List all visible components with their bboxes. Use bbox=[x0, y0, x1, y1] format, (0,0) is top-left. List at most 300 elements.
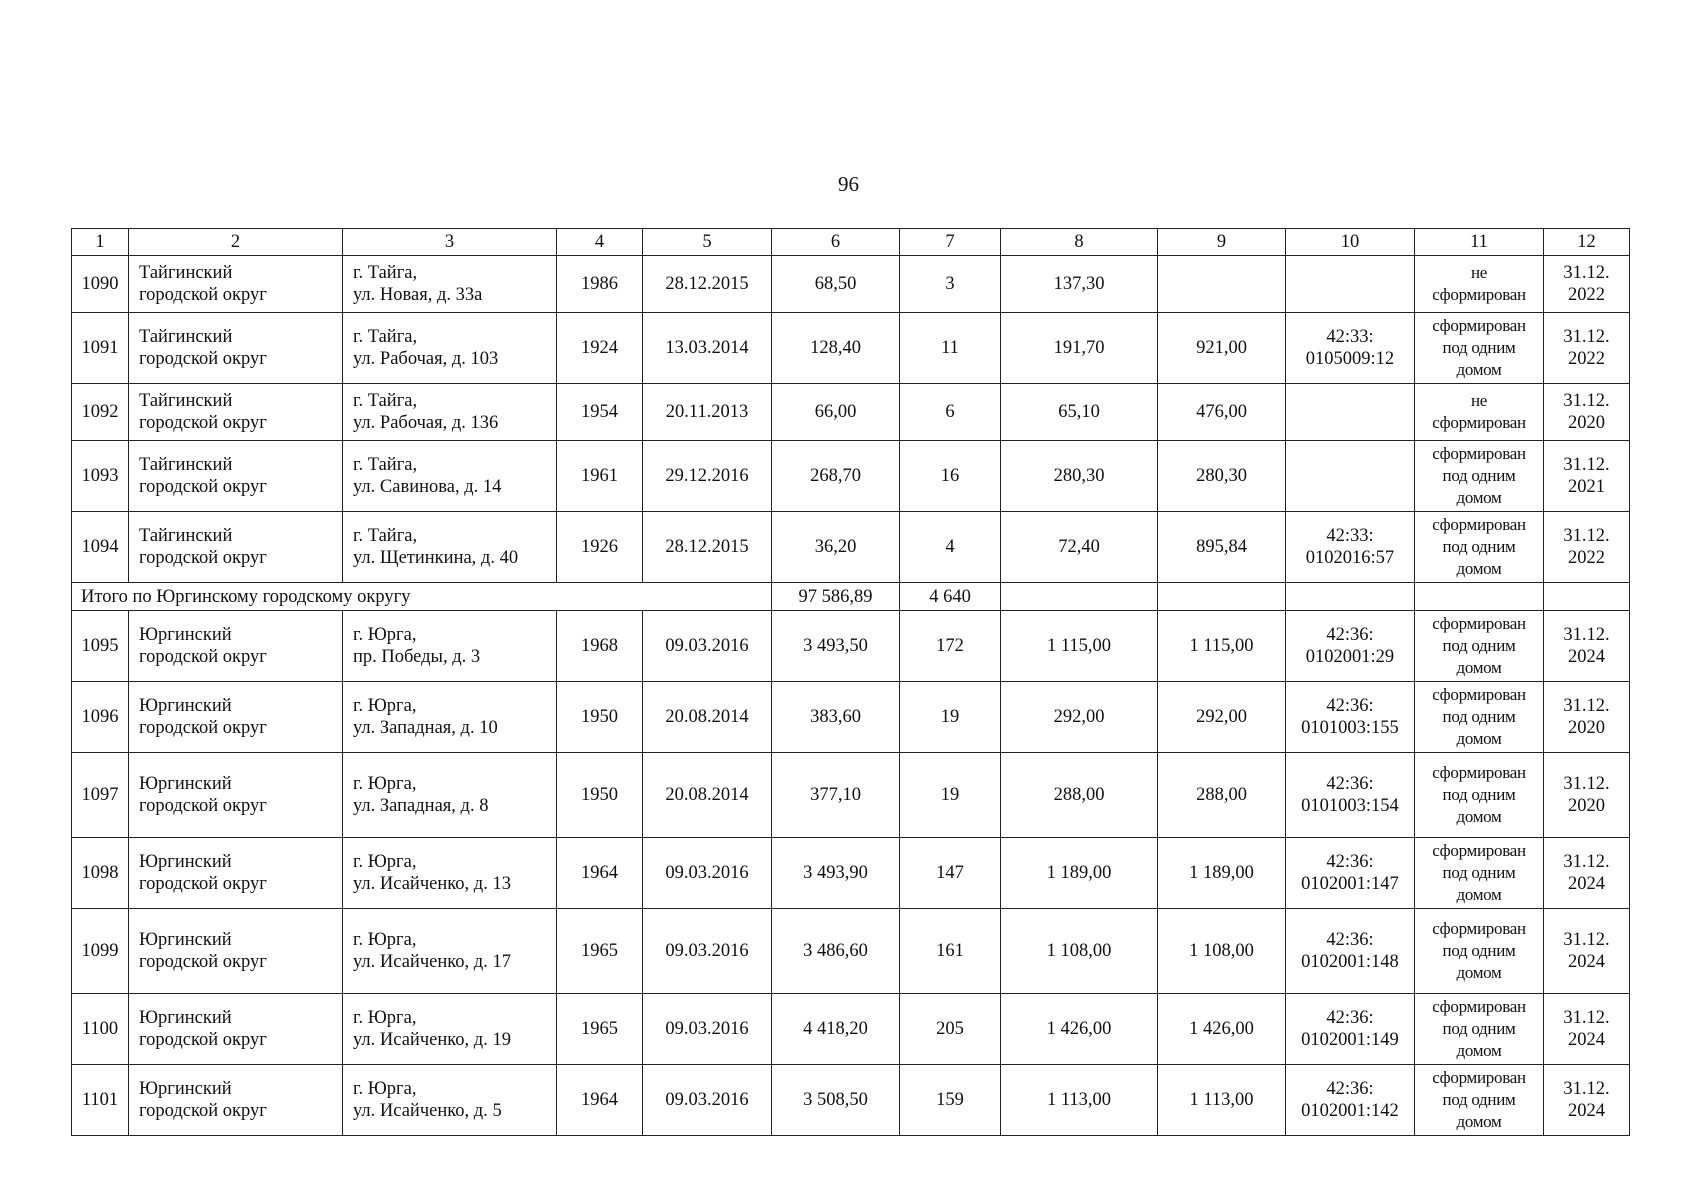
empty-cell bbox=[1544, 583, 1630, 611]
page-number: 96 bbox=[838, 172, 859, 196]
address-cell-line: ул. Щетинкина, д. 40 bbox=[353, 548, 519, 568]
column-header: 1 bbox=[72, 229, 129, 256]
column-8-value: 191,70 bbox=[1001, 313, 1158, 384]
column-8-value: 292,00 bbox=[1001, 682, 1158, 753]
municipality-cell-line: городской округ bbox=[139, 718, 267, 738]
deadline-cell bbox=[1544, 611, 1630, 682]
municipality-cell-line: Тайгинский bbox=[139, 263, 233, 283]
column-header: 9 bbox=[1158, 229, 1286, 256]
year-built-cell: 1964 bbox=[557, 1065, 643, 1136]
land-status-cell-line: сформирован bbox=[1432, 997, 1526, 1016]
recognition-date-cell: 29.12.2016 bbox=[643, 441, 772, 512]
address-cell bbox=[343, 682, 557, 753]
land-status-cell bbox=[1415, 313, 1544, 384]
subtotal-area: 97 586,89 bbox=[772, 583, 900, 611]
land-status-cell-line: под одним bbox=[1442, 941, 1516, 960]
area-cell: 268,70 bbox=[772, 441, 900, 512]
column-header: 8 bbox=[1001, 229, 1158, 256]
table-row bbox=[72, 994, 1630, 1065]
land-status-cell-line: не bbox=[1470, 391, 1488, 410]
empty-cell bbox=[1001, 583, 1158, 611]
address-cell-line: ул. Западная, д. 8 bbox=[353, 796, 489, 816]
cadastral-number-cell bbox=[1286, 1065, 1415, 1136]
column-8-value: 1 113,00 bbox=[1001, 1065, 1158, 1136]
column-8-value: 137,30 bbox=[1001, 256, 1158, 313]
column-header: 11 bbox=[1415, 229, 1544, 256]
deadline-cell-line: 31.12. bbox=[1563, 774, 1610, 794]
municipality-cell-line: Юргинский bbox=[139, 1079, 232, 1099]
residents-count-cell: 172 bbox=[900, 611, 1001, 682]
table-row bbox=[72, 441, 1630, 512]
column-9-value: 921,00 bbox=[1158, 313, 1286, 384]
land-status-cell-line: сформирован bbox=[1432, 413, 1526, 432]
empty-cell bbox=[1158, 583, 1286, 611]
address-cell-line: ул. Западная, д. 10 bbox=[353, 718, 498, 738]
area-cell: 66,00 bbox=[772, 384, 900, 441]
address-cell bbox=[343, 384, 557, 441]
municipality-cell-line: городской округ bbox=[139, 874, 267, 894]
column-9-value: 280,30 bbox=[1158, 441, 1286, 512]
cadastral-number-cell-line: 42:36: bbox=[1326, 930, 1374, 950]
column-9-value bbox=[1158, 256, 1286, 313]
column-9-value: 1 108,00 bbox=[1158, 909, 1286, 994]
column-9-value: 1 115,00 bbox=[1158, 611, 1286, 682]
land-status-cell bbox=[1415, 682, 1544, 753]
municipality-cell-line: городской округ bbox=[139, 1030, 267, 1050]
cadastral-number-cell-line: 42:36: bbox=[1326, 774, 1374, 794]
address-cell-line: пр. Победы, д. 3 bbox=[353, 647, 481, 667]
deadline-cell bbox=[1544, 256, 1630, 313]
recognition-date-cell: 09.03.2016 bbox=[643, 838, 772, 909]
land-status-cell-line: сформирован bbox=[1432, 685, 1526, 704]
table-row bbox=[72, 313, 1630, 384]
land-status-cell-line: домом bbox=[1456, 885, 1502, 904]
deadline-cell-line: 2024 bbox=[1568, 1030, 1605, 1050]
land-status-cell-line: домом bbox=[1456, 658, 1502, 677]
cadastral-number-cell-line: 0102016:57 bbox=[1305, 548, 1395, 568]
municipality-cell-line: Тайгинский bbox=[139, 327, 233, 347]
deadline-cell bbox=[1544, 838, 1630, 909]
deadline-cell-line: 2022 bbox=[1568, 285, 1605, 305]
column-8-value: 1 115,00 bbox=[1001, 611, 1158, 682]
address-cell-line: г. Юрга, bbox=[353, 1008, 417, 1028]
municipality-cell-line: Тайгинский bbox=[139, 391, 233, 411]
land-status-cell bbox=[1415, 994, 1544, 1065]
area-cell: 3 493,50 bbox=[772, 611, 900, 682]
column-8-value: 1 108,00 bbox=[1001, 909, 1158, 994]
cadastral-number-cell bbox=[1286, 441, 1415, 512]
municipality-cell-line: Юргинский bbox=[139, 930, 232, 950]
year-built-cell: 1950 bbox=[557, 682, 643, 753]
recognition-date-cell: 09.03.2016 bbox=[643, 611, 772, 682]
municipality-cell-line: городской округ bbox=[139, 952, 267, 972]
column-header: 10 bbox=[1286, 229, 1415, 256]
deadline-cell-line: 2021 bbox=[1568, 477, 1605, 497]
land-status-cell-line: под одним bbox=[1442, 636, 1516, 655]
land-status-cell bbox=[1415, 441, 1544, 512]
deadline-cell-line: 31.12. bbox=[1563, 391, 1610, 411]
land-status-cell-line: сформирован bbox=[1432, 1068, 1526, 1087]
table-row bbox=[72, 611, 1630, 682]
cadastral-number-cell-line: 42:36: bbox=[1326, 625, 1374, 645]
cadastral-number-cell bbox=[1286, 384, 1415, 441]
land-status-cell-line: сформирован bbox=[1432, 316, 1526, 335]
recognition-date-cell: 09.03.2016 bbox=[643, 909, 772, 994]
deadline-cell-line: 31.12. bbox=[1563, 263, 1610, 283]
land-status-cell-line: домом bbox=[1456, 807, 1502, 826]
address-cell bbox=[343, 838, 557, 909]
cadastral-number-cell-line: 0101003:154 bbox=[1301, 796, 1399, 816]
municipality-cell-line: городской округ bbox=[139, 796, 267, 816]
municipality-cell-line: Юргинский bbox=[139, 852, 232, 872]
address-cell-line: г. Тайга, bbox=[353, 391, 418, 411]
deadline-cell bbox=[1544, 1065, 1630, 1136]
address-cell bbox=[343, 313, 557, 384]
land-status-cell bbox=[1415, 512, 1544, 583]
column-9-value: 292,00 bbox=[1158, 682, 1286, 753]
cadastral-number-cell-line: 0102001:147 bbox=[1301, 874, 1399, 894]
municipality-cell-line: Юргинский bbox=[139, 625, 232, 645]
deadline-cell-line: 31.12. bbox=[1563, 327, 1610, 347]
deadline-cell-line: 2024 bbox=[1568, 647, 1605, 667]
land-status-cell bbox=[1415, 838, 1544, 909]
address-cell bbox=[343, 512, 557, 583]
column-number-header-row bbox=[72, 229, 1630, 256]
deadline-cell-line: 31.12. bbox=[1563, 526, 1610, 546]
deadline-cell-line: 31.12. bbox=[1563, 455, 1610, 475]
land-status-cell-line: домом bbox=[1456, 488, 1502, 507]
municipality-cell-line: Юргинский bbox=[139, 774, 232, 794]
cadastral-number-cell-line: 0102001:142 bbox=[1301, 1101, 1399, 1121]
column-header: 6 bbox=[772, 229, 900, 256]
recognition-date-cell: 20.08.2014 bbox=[643, 753, 772, 838]
deadline-cell-line: 31.12. bbox=[1563, 696, 1610, 716]
row-number: 1094 bbox=[72, 512, 129, 583]
municipality-cell-line: Юргинский bbox=[139, 1008, 232, 1028]
land-status-cell-line: под одним bbox=[1442, 466, 1516, 485]
deadline-cell bbox=[1544, 994, 1630, 1065]
row-number: 1098 bbox=[72, 838, 129, 909]
land-status-cell-line: сформирован bbox=[1432, 515, 1526, 534]
cadastral-number-cell bbox=[1286, 909, 1415, 994]
row-number: 1091 bbox=[72, 313, 129, 384]
land-status-cell-line: сформирован bbox=[1432, 919, 1526, 938]
address-cell bbox=[343, 994, 557, 1065]
address-cell-line: г. Юрга, bbox=[353, 930, 417, 950]
land-status-cell-line: под одним bbox=[1442, 1090, 1516, 1109]
address-cell-line: г. Юрга, bbox=[353, 774, 417, 794]
land-status-cell-line: домом bbox=[1456, 360, 1502, 379]
column-8-value: 1 426,00 bbox=[1001, 994, 1158, 1065]
address-cell-line: г. Тайга, bbox=[353, 526, 418, 546]
area-cell: 128,40 bbox=[772, 313, 900, 384]
cadastral-number-cell bbox=[1286, 682, 1415, 753]
address-cell bbox=[343, 909, 557, 994]
column-header: 3 bbox=[343, 229, 557, 256]
deadline-cell bbox=[1544, 441, 1630, 512]
land-status-cell-line: сформирован bbox=[1432, 763, 1526, 782]
municipality-cell bbox=[129, 384, 343, 441]
residents-count-cell: 4 bbox=[900, 512, 1001, 583]
land-status-cell-line: сформирован bbox=[1432, 285, 1526, 304]
address-cell bbox=[343, 611, 557, 682]
address-cell-line: ул. Новая, д. 33а bbox=[353, 285, 483, 305]
table-body bbox=[72, 229, 1630, 1136]
deadline-cell-line: 2020 bbox=[1568, 796, 1605, 816]
column-9-value: 288,00 bbox=[1158, 753, 1286, 838]
table-row bbox=[72, 838, 1630, 909]
cadastral-number-cell-line: 0105009:12 bbox=[1305, 349, 1395, 369]
column-9-value: 476,00 bbox=[1158, 384, 1286, 441]
municipality-cell bbox=[129, 838, 343, 909]
area-cell: 377,10 bbox=[772, 753, 900, 838]
municipality-cell-line: городской округ bbox=[139, 477, 267, 497]
table-row bbox=[72, 909, 1630, 994]
deadline-cell-line: 2022 bbox=[1568, 548, 1605, 568]
residents-count-cell: 3 bbox=[900, 256, 1001, 313]
municipality-cell bbox=[129, 994, 343, 1065]
land-status-cell-line: сформирован bbox=[1432, 841, 1526, 860]
land-status-cell-line: домом bbox=[1456, 729, 1502, 748]
deadline-cell-line: 31.12. bbox=[1563, 930, 1610, 950]
address-cell-line: г. Тайга, bbox=[353, 455, 418, 475]
table-row bbox=[72, 682, 1630, 753]
address-cell-line: ул. Рабочая, д. 136 bbox=[353, 413, 499, 433]
area-cell: 383,60 bbox=[772, 682, 900, 753]
residents-count-cell: 19 bbox=[900, 753, 1001, 838]
cadastral-number-cell bbox=[1286, 611, 1415, 682]
land-status-cell-line: сформирован bbox=[1432, 444, 1526, 463]
deadline-cell-line: 31.12. bbox=[1563, 1008, 1610, 1028]
deadline-cell-line: 2020 bbox=[1568, 718, 1605, 738]
row-number: 1092 bbox=[72, 384, 129, 441]
cadastral-number-cell-line: 0102001:29 bbox=[1305, 647, 1395, 667]
cadastral-number-cell-line: 42:36: bbox=[1326, 852, 1374, 872]
year-built-cell: 1965 bbox=[557, 994, 643, 1065]
deadline-cell bbox=[1544, 682, 1630, 753]
address-cell-line: ул. Рабочая, д. 103 bbox=[353, 349, 499, 369]
column-header: 7 bbox=[900, 229, 1001, 256]
residents-count-cell: 159 bbox=[900, 1065, 1001, 1136]
land-status-cell bbox=[1415, 611, 1544, 682]
row-number: 1097 bbox=[72, 753, 129, 838]
column-8-value: 1 189,00 bbox=[1001, 838, 1158, 909]
land-status-cell bbox=[1415, 1065, 1544, 1136]
address-cell-line: ул. Исайченко, д. 5 bbox=[353, 1101, 502, 1121]
land-status-cell-line: под одним bbox=[1442, 707, 1516, 726]
cadastral-number-cell-line: 42:36: bbox=[1326, 1079, 1374, 1099]
address-cell bbox=[343, 441, 557, 512]
land-status-cell bbox=[1415, 909, 1544, 994]
year-built-cell: 1986 bbox=[557, 256, 643, 313]
row-number: 1101 bbox=[72, 1065, 129, 1136]
land-status-cell-line: под одним bbox=[1442, 537, 1516, 556]
municipality-cell-line: Тайгинский bbox=[139, 455, 233, 475]
recognition-date-cell: 28.12.2015 bbox=[643, 512, 772, 583]
land-status-cell bbox=[1415, 384, 1544, 441]
row-number: 1095 bbox=[72, 611, 129, 682]
area-cell: 3 508,50 bbox=[772, 1065, 900, 1136]
deadline-cell bbox=[1544, 384, 1630, 441]
address-cell-line: г. Юрга, bbox=[353, 625, 417, 645]
municipality-cell-line: городской округ bbox=[139, 349, 267, 369]
municipality-cell-line: Тайгинский bbox=[139, 526, 233, 546]
area-cell: 3 493,90 bbox=[772, 838, 900, 909]
cadastral-number-cell bbox=[1286, 313, 1415, 384]
deadline-cell bbox=[1544, 909, 1630, 994]
municipality-cell bbox=[129, 256, 343, 313]
year-built-cell: 1954 bbox=[557, 384, 643, 441]
deadline-cell-line: 31.12. bbox=[1563, 852, 1610, 872]
municipality-cell bbox=[129, 611, 343, 682]
residents-count-cell: 11 bbox=[900, 313, 1001, 384]
column-8-value: 72,40 bbox=[1001, 512, 1158, 583]
land-status-cell-line: под одним bbox=[1442, 1019, 1516, 1038]
land-status-cell-line: домом bbox=[1456, 963, 1502, 982]
cadastral-number-cell-line: 0102001:149 bbox=[1301, 1030, 1399, 1050]
year-built-cell: 1950 bbox=[557, 753, 643, 838]
year-built-cell: 1961 bbox=[557, 441, 643, 512]
table-row bbox=[72, 1065, 1630, 1136]
column-8-value: 280,30 bbox=[1001, 441, 1158, 512]
municipality-cell bbox=[129, 682, 343, 753]
deadline-cell bbox=[1544, 313, 1630, 384]
residents-count-cell: 147 bbox=[900, 838, 1001, 909]
subtotal-label: Итого по Юргинскому городскому округу bbox=[72, 583, 772, 611]
deadline-cell-line: 31.12. bbox=[1563, 1079, 1610, 1099]
column-9-value: 1 189,00 bbox=[1158, 838, 1286, 909]
row-number: 1100 bbox=[72, 994, 129, 1065]
deadline-cell bbox=[1544, 753, 1630, 838]
year-built-cell: 1964 bbox=[557, 838, 643, 909]
column-header: 5 bbox=[643, 229, 772, 256]
recognition-date-cell: 28.12.2015 bbox=[643, 256, 772, 313]
cadastral-number-cell bbox=[1286, 512, 1415, 583]
land-status-cell-line: домом bbox=[1456, 559, 1502, 578]
municipality-cell bbox=[129, 909, 343, 994]
residents-count-cell: 16 bbox=[900, 441, 1001, 512]
address-cell-line: г. Тайга, bbox=[353, 263, 418, 283]
address-cell-line: ул. Савинова, д. 14 bbox=[353, 477, 502, 497]
cadastral-number-cell-line: 0102001:148 bbox=[1301, 952, 1399, 972]
area-cell: 68,50 bbox=[772, 256, 900, 313]
land-status-cell-line: не bbox=[1470, 263, 1488, 282]
residents-count-cell: 161 bbox=[900, 909, 1001, 994]
deadline-cell bbox=[1544, 512, 1630, 583]
column-header: 2 bbox=[129, 229, 343, 256]
cadastral-number-cell bbox=[1286, 994, 1415, 1065]
year-built-cell: 1926 bbox=[557, 512, 643, 583]
column-9-value: 895,84 bbox=[1158, 512, 1286, 583]
column-8-value: 288,00 bbox=[1001, 753, 1158, 838]
municipality-cell-line: городской округ bbox=[139, 647, 267, 667]
land-status-cell-line: сформирован bbox=[1432, 614, 1526, 633]
deadline-cell-line: 2024 bbox=[1568, 874, 1605, 894]
row-number: 1096 bbox=[72, 682, 129, 753]
area-cell: 3 486,60 bbox=[772, 909, 900, 994]
municipality-cell bbox=[129, 753, 343, 838]
subtotal-residents: 4 640 bbox=[900, 583, 1001, 611]
cadastral-number-cell-line: 0101003:155 bbox=[1301, 718, 1399, 738]
empty-cell bbox=[1286, 583, 1415, 611]
cadastral-number-cell bbox=[1286, 256, 1415, 313]
column-8-value: 65,10 bbox=[1001, 384, 1158, 441]
recognition-date-cell: 20.08.2014 bbox=[643, 682, 772, 753]
cadastral-number-cell-line: 42:36: bbox=[1326, 696, 1374, 716]
year-built-cell: 1924 bbox=[557, 313, 643, 384]
area-cell: 36,20 bbox=[772, 512, 900, 583]
municipality-cell-line: городской округ bbox=[139, 285, 267, 305]
recognition-date-cell: 09.03.2016 bbox=[643, 994, 772, 1065]
address-cell-line: ул. Исайченко, д. 13 bbox=[353, 874, 511, 894]
municipality-cell-line: городской округ bbox=[139, 413, 267, 433]
recognition-date-cell: 20.11.2013 bbox=[643, 384, 772, 441]
cadastral-number-cell bbox=[1286, 838, 1415, 909]
municipality-cell-line: городской округ bbox=[139, 548, 267, 568]
cadastral-number-cell-line: 42:33: bbox=[1326, 327, 1374, 347]
deadline-cell-line: 2024 bbox=[1568, 952, 1605, 972]
address-cell-line: ул. Исайченко, д. 17 bbox=[353, 952, 511, 972]
recognition-date-cell: 09.03.2016 bbox=[643, 1065, 772, 1136]
deadline-cell-line: 31.12. bbox=[1563, 625, 1610, 645]
recognition-date-cell: 13.03.2014 bbox=[643, 313, 772, 384]
address-cell bbox=[343, 256, 557, 313]
municipality-cell bbox=[129, 441, 343, 512]
column-9-value: 1 426,00 bbox=[1158, 994, 1286, 1065]
land-status-cell-line: домом bbox=[1456, 1041, 1502, 1060]
residents-count-cell: 19 bbox=[900, 682, 1001, 753]
municipality-cell bbox=[129, 512, 343, 583]
empty-cell bbox=[1415, 583, 1544, 611]
land-status-cell-line: под одним bbox=[1442, 863, 1516, 882]
table-row bbox=[72, 256, 1630, 313]
area-cell: 4 418,20 bbox=[772, 994, 900, 1065]
land-status-cell-line: под одним bbox=[1442, 785, 1516, 804]
deadline-cell-line: 2020 bbox=[1568, 413, 1605, 433]
address-cell bbox=[343, 1065, 557, 1136]
deadline-cell-line: 2024 bbox=[1568, 1101, 1605, 1121]
column-9-value: 1 113,00 bbox=[1158, 1065, 1286, 1136]
row-number: 1099 bbox=[72, 909, 129, 994]
address-cell bbox=[343, 753, 557, 838]
land-status-cell-line: под одним bbox=[1442, 338, 1516, 357]
address-cell-line: г. Тайга, bbox=[353, 327, 418, 347]
subtotal-row bbox=[72, 583, 1630, 611]
housing-registry-table bbox=[71, 228, 1630, 1136]
municipality-cell bbox=[129, 1065, 343, 1136]
address-cell-line: г. Юрга, bbox=[353, 696, 417, 716]
row-number: 1090 bbox=[72, 256, 129, 313]
table-row bbox=[72, 384, 1630, 441]
deadline-cell-line: 2022 bbox=[1568, 349, 1605, 369]
column-header: 4 bbox=[557, 229, 643, 256]
land-status-cell-line: домом bbox=[1456, 1112, 1502, 1131]
residents-count-cell: 6 bbox=[900, 384, 1001, 441]
land-status-cell bbox=[1415, 256, 1544, 313]
residents-count-cell: 205 bbox=[900, 994, 1001, 1065]
year-built-cell: 1965 bbox=[557, 909, 643, 994]
municipality-cell-line: Юргинский bbox=[139, 696, 232, 716]
row-number: 1093 bbox=[72, 441, 129, 512]
municipality-cell-line: городской округ bbox=[139, 1101, 267, 1121]
address-cell-line: г. Юрга, bbox=[353, 852, 417, 872]
address-cell-line: г. Юрга, bbox=[353, 1079, 417, 1099]
column-header: 12 bbox=[1544, 229, 1630, 256]
table-row bbox=[72, 512, 1630, 583]
cadastral-number-cell-line: 42:36: bbox=[1326, 1008, 1374, 1028]
cadastral-number-cell-line: 42:33: bbox=[1326, 526, 1374, 546]
cadastral-number-cell bbox=[1286, 753, 1415, 838]
